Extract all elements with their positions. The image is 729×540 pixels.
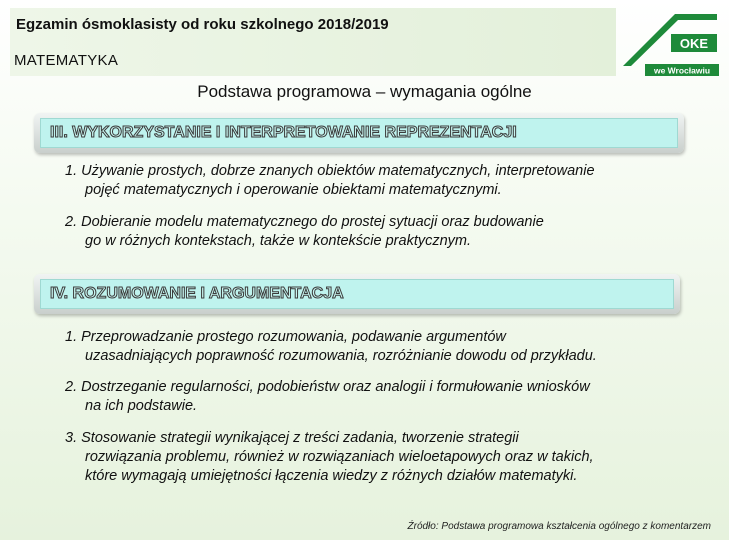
section4-item-1-line1: 1. Przeprowadzanie prostego rozumowania, podawanie argumentów — [65, 329, 506, 345]
section4-item-3-line2: rozwiązania problemu, również w rozwiązaniach wieloetapowych oraz w takich, — [85, 449, 594, 465]
logo-oke-text: OKE — [679, 36, 709, 51]
section4-item-3-line3: które wymagają umiejętności łączenia wiedzy z różnych działów matematyki. — [85, 468, 578, 484]
section3-item-2-line1: 2. Dobieranie modelu matematycznego do prostej sytuacji oraz budowanie — [65, 214, 544, 230]
section3-item-1-line1: 1. Używanie prostych, dobrze znanych obiektów matematycznych, interpretowanie — [65, 163, 595, 179]
logo-city-text: we Wrocławiu — [653, 65, 711, 76]
section4-item-1-line2: uzasadniających poprawność rozumowania, rozróżnianie dowodu od przykładu. — [85, 348, 597, 364]
section4-item-3-line1: 3. Stosowanie strategii wynikającej z treści zadania, tworzenie strategii — [65, 430, 519, 446]
section3-item-2-line2: go w różnych kontekstach, także w kontekście praktycznym. — [85, 233, 472, 249]
section3-item-1-line2: pojęć matematycznych i operowanie obiektami matematycznymi. — [85, 182, 502, 198]
subject-label: MATEMATYKA — [14, 52, 119, 69]
section4-item-3 — [65, 429, 594, 486]
section3-banner — [34, 113, 684, 153]
section4-banner — [34, 274, 680, 314]
header-band — [10, 8, 616, 76]
section4-item-2-line1: 2. Dostrzeganie regularności, podobieństw oraz analogii i formułowanie wniosków — [65, 379, 590, 395]
section3-heading: III. WYKORZYSTANIE I INTERPRETOWANIE REPREZENTACJI — [50, 124, 517, 141]
section3-item-1 — [65, 162, 595, 200]
oke-logo — [617, 8, 721, 78]
page-title: Podstawa programowa – wymagania ogólne — [197, 82, 532, 101]
section4-heading: IV. ROZUMOWANIE I ARGUMENTACJA — [50, 285, 344, 302]
section4-item-2 — [65, 378, 590, 416]
section3-item-2 — [65, 213, 544, 251]
source-citation: Źródło: Podstawa programowa kształcenia ogólnego z komentarzem — [407, 521, 711, 532]
section4-item-2-line2: na ich podstawie. — [85, 398, 198, 414]
exam-title: Egzamin ósmoklasisty od roku szkolnego 2018/2019 — [16, 16, 389, 33]
section4-item-1 — [65, 328, 597, 366]
